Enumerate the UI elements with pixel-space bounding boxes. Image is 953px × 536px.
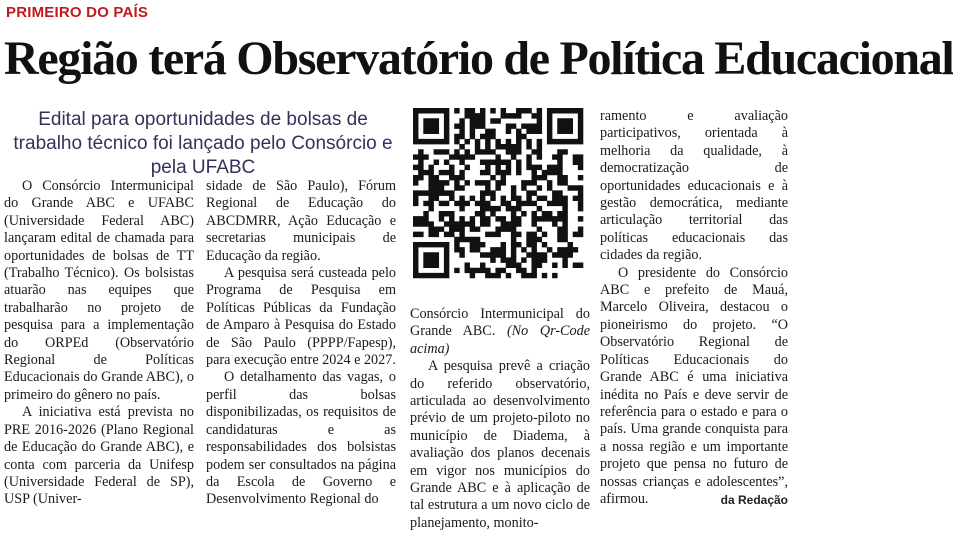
subheadline: Edital para oportunidades de bolsas de trabalho técnico foi lançado pelo Consórcio e pela UFABC bbox=[13, 109, 393, 178]
caption-title: Consórcio Intermunicipal do Grande ABC. bbox=[410, 306, 590, 340]
article-column-4 bbox=[600, 108, 788, 509]
headline: Região terá Observatório de Política Educacional bbox=[4, 32, 953, 85]
paragraph: A iniciativa está prevista no PRE 2016-2026 (Plano Regional de Educação do Grande ABC), e conta com parceria da Unifesp (Universidade Federal de SP), USP (Univer- bbox=[4, 404, 194, 508]
qr-code-image[interactable] bbox=[413, 108, 583, 278]
caption-note: (No Qr-Code acima) bbox=[410, 323, 590, 357]
paragraph bbox=[600, 265, 788, 509]
paragraph-text: O presidente do Consórcio ABC e prefeito de Mauá, Marcelo Oliveira, destacou o pioneirismo do projeto. “O Observatório Regional de Políticas Educacionais do Grande ABC é uma iniciativa inédita no País e deve servir de referência para o estado e para o país. Uma grande conquista para a nossa região e um importante projeto que pensa no futuro de nossas crianças e adolescentes”, afirmou. bbox=[600, 264, 788, 507]
qr-code-icon bbox=[413, 108, 583, 278]
article-column-1 bbox=[4, 178, 194, 509]
paragraph: sidade de São Paulo), Fórum Regional de Educação do ABCDMRR, Ação Educação e secretarias municipais de Educação da região. bbox=[206, 178, 396, 264]
qr-caption bbox=[410, 306, 590, 358]
byline-credit: da Redação bbox=[720, 492, 788, 507]
paragraph: O detalhamento das vagas, o perfil das bolsas disponibilizadas, os requisitos de candidaturas e as responsabilidades dos bolsistas podem ser consultados na página da Escola de Governo e Desenvolvimento Regional do bbox=[206, 369, 396, 508]
section-kicker: PRIMEIRO DO PAÍS bbox=[6, 4, 149, 21]
paragraph: ramento e avaliação participativos, orientada à melhoria da qualidade, à democratização de oportunidades educacionais e à gestão democrática, mediante articulação territorial das políticas educacionais das cidades da região. bbox=[600, 108, 788, 264]
paragraph: O Consórcio Intermunicipal do Grande ABC e UFABC (Universidade Federal ABC) lançaram edital de chamada para oportunidades de bolsas de TT (Trabalho Técnico). Os bolsistas atuarão nas equipes que trabalharão no projeto de pesquisa para a implementação do ORPEd (Observatório Regional de Políticas Educacionais do Grande ABC), o primeiro do gênero no país. bbox=[4, 178, 194, 403]
paragraph: A pesquisa será custeada pelo Programa de Pesquisa em Políticas Públicas da Fundação de Amparo à Pesquisa do Estado de São Paulo (PPPP/Fapesp), para execução entre 2024 e 2027. bbox=[206, 265, 396, 369]
qr-modules bbox=[413, 108, 583, 278]
paragraph: A pesquisa prevê a criação do referido observatório, articulada ao desenvolvimento prévio de um projeto-piloto no município de Diadema, à avaliação dos planos decenais em vigor nos municípios do Grande ABC e à aplicação de tal estrutura a um novo ciclo de planejamento, monito- bbox=[410, 358, 590, 531]
article-column-3 bbox=[410, 306, 590, 532]
article-column-2 bbox=[206, 178, 396, 509]
